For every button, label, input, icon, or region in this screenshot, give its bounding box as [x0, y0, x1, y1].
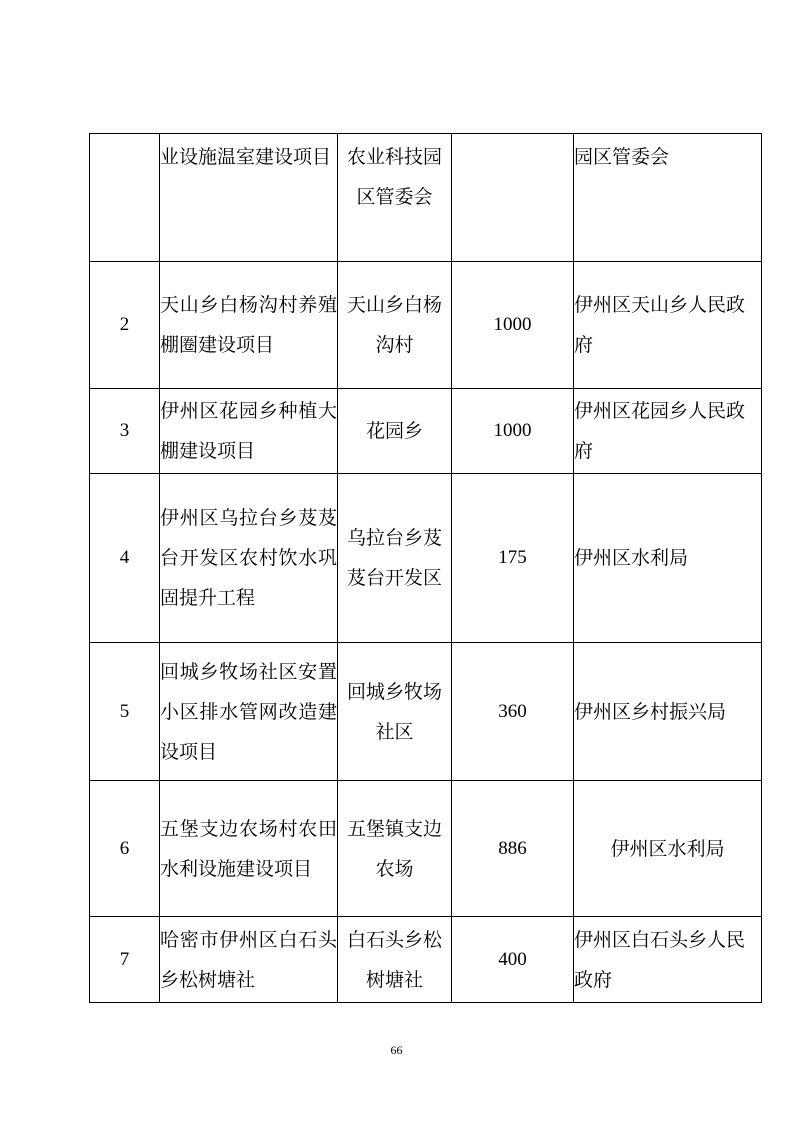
project-name: 回城乡牧场社区安置小区排水管网改造建设项目: [160, 643, 338, 781]
project-name: 天山乡白杨沟村养殖棚圈建设项目: [160, 262, 338, 389]
project-name: 哈密市伊州区白石头乡松树塘社: [160, 917, 338, 1003]
row-number: 2: [90, 262, 160, 389]
table-row: [90, 917, 762, 1003]
project-amount: 175: [452, 474, 574, 643]
project-name: 伊州区乌拉台乡芨芨台开发区农村饮水巩固提升工程: [160, 474, 338, 643]
project-name: 业设施温室建设项目: [160, 134, 338, 262]
table-row: [90, 134, 762, 262]
project-amount: 1000: [452, 262, 574, 389]
project-amount: 886: [452, 781, 574, 917]
project-location: 回城乡牧场社区: [338, 643, 452, 781]
project-location: 乌拉台乡芨芨台开发区: [338, 474, 452, 643]
responsible-unit: 伊州区水利局: [574, 474, 762, 643]
row-number: 6: [90, 781, 160, 917]
responsible-unit: 伊州区花园乡人民政府: [574, 389, 762, 474]
row-number: 4: [90, 474, 160, 643]
responsible-unit: 伊州区乡村振兴局: [574, 643, 762, 781]
table-row: [90, 781, 762, 917]
project-location: 白石头乡松树塘社: [338, 917, 452, 1003]
project-location: 天山乡白杨沟村: [338, 262, 452, 389]
project-amount: 360: [452, 643, 574, 781]
responsible-unit: 园区管委会: [574, 134, 762, 262]
responsible-unit: 伊州区水利局: [574, 781, 762, 917]
page-number: 66: [390, 1043, 403, 1057]
project-location: 农业科技园区管委会: [338, 134, 452, 262]
row-number: 7: [90, 917, 160, 1003]
project-amount: 1000: [452, 389, 574, 474]
project-location: 五堡镇支边农场: [338, 781, 452, 917]
table-row: [90, 474, 762, 643]
table-row: [90, 262, 762, 389]
table-row: [90, 643, 762, 781]
project-location: 花园乡: [338, 389, 452, 474]
project-amount: [452, 134, 574, 262]
project-amount: 400: [452, 917, 574, 1003]
responsible-unit: 伊州区天山乡人民政府: [574, 262, 762, 389]
project-table: [89, 133, 762, 1003]
row-number: 3: [90, 389, 160, 474]
row-number: [90, 134, 160, 262]
row-number: 5: [90, 643, 160, 781]
responsible-unit: 伊州区白石头乡人民政府: [574, 917, 762, 1003]
project-name: 伊州区花园乡种植大棚建设项目: [160, 389, 338, 474]
table-row: [90, 389, 762, 474]
project-name: 五堡支边农场村农田水利设施建设项目: [160, 781, 338, 917]
